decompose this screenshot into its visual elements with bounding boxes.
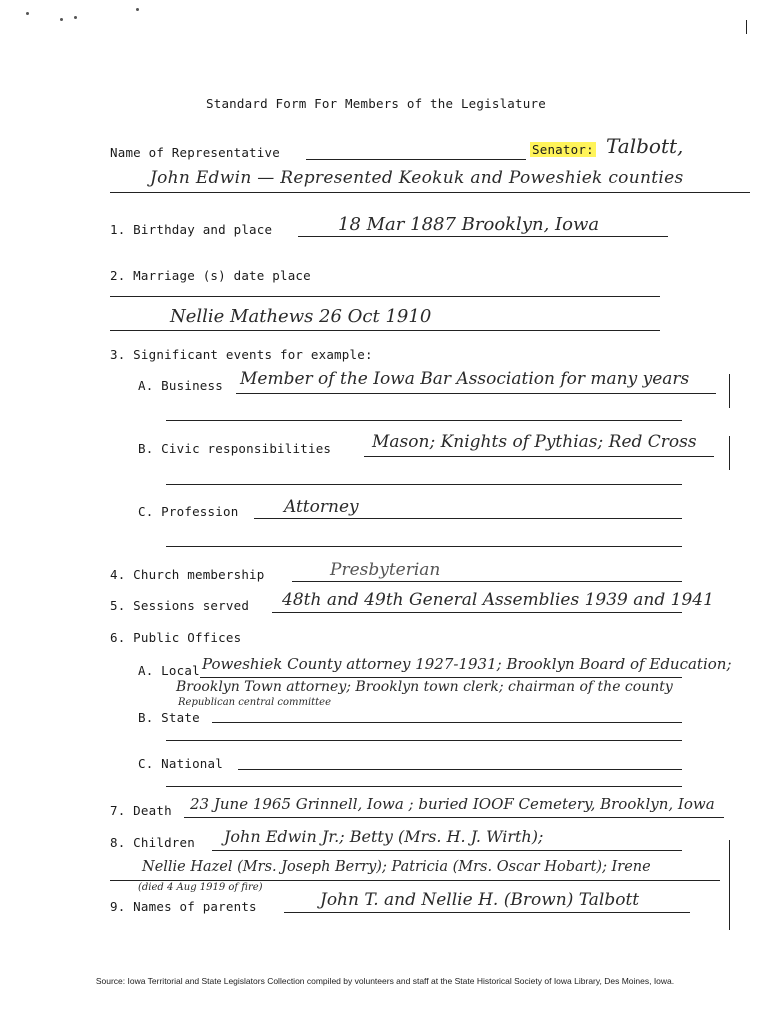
business-value: Member of the Iowa Bar Association for many years (240, 369, 690, 389)
state-underline-2 (166, 740, 682, 741)
name-line2-underline (110, 192, 750, 193)
events-label: 3. Significant events for example: (110, 347, 373, 362)
children-value-3: (died 4 Aug 1919 of fire) (138, 882, 263, 893)
business-label: A. Business (138, 378, 223, 393)
marriage-label: 2. Marriage (s) date place (110, 268, 311, 283)
offices-label: 6. Public Offices (110, 630, 242, 645)
children-value-1: John Edwin Jr.; Betty (Mrs. H. J. Wirth); (224, 827, 544, 846)
local-value-3: Republican central committee (178, 697, 332, 708)
name-underline (306, 159, 526, 160)
sessions-underline (272, 612, 682, 613)
state-label: B. State (138, 710, 200, 725)
marriage-underline-2 (110, 330, 660, 331)
civic-margin-mark (729, 436, 730, 470)
profession-underline-1 (254, 518, 682, 519)
state-underline-1 (212, 722, 682, 723)
children-underline-2 (110, 880, 720, 881)
children-underline-1 (212, 850, 682, 851)
source-caption: Source: Iowa Territorial and State Legislators Collection compiled by volunteers and staff at the State Historical Society of Iowa Library, Des Moines, Iowa. (95, 976, 675, 986)
civic-underline-1 (364, 456, 714, 457)
scan-speck (60, 18, 63, 21)
marriage-underline-1 (110, 296, 660, 297)
sessions-label: 5. Sessions served (110, 598, 250, 613)
scan-mark (746, 20, 747, 34)
local-underline (200, 677, 682, 678)
form-title: Standard Form For Members of the Legislature (206, 96, 546, 111)
civic-label: B. Civic responsibilities (138, 441, 332, 456)
church-label: 4. Church membership (110, 567, 265, 582)
children-margin-mark (729, 840, 730, 930)
local-value-2: Brooklyn Town attorney; Brooklyn town clerk; chairman of the county (176, 679, 673, 695)
scan-speck (74, 16, 77, 19)
business-margin-mark (729, 374, 730, 408)
birthday-underline (298, 236, 668, 237)
national-label: C. National (138, 756, 223, 771)
children-value-2: Nellie Hazel (Mrs. Joseph Berry); Patricia (Mrs. Oscar Hobart); Irene (142, 859, 651, 875)
church-underline (292, 581, 682, 582)
death-label: 7. Death (110, 803, 172, 818)
profession-underline-2 (166, 546, 682, 547)
civic-underline-2 (166, 484, 682, 485)
parents-underline (284, 912, 690, 913)
profession-value: Attorney (284, 497, 359, 517)
death-value: 23 June 1965 Grinnell, Iowa ; buried IOOF Cemetery, Brooklyn, Iowa (190, 795, 715, 813)
business-underline-1 (236, 393, 716, 394)
name-surname-value: Talbott, (606, 134, 684, 158)
parents-value: John T. and Nellie H. (Brown) Talbott (320, 890, 640, 910)
civic-value: Mason; Knights of Pythias; Red Cross (372, 432, 697, 452)
business-underline-2 (166, 420, 682, 421)
name-line2-value: John Edwin — Represented Keokuk and Poweshiek counties (150, 168, 684, 188)
scan-speck (26, 12, 29, 15)
church-value: Presbyterian (330, 560, 441, 580)
local-value-1: Poweshiek County attorney 1927-1931; Brooklyn Board of Education; (202, 655, 732, 673)
national-underline-1 (238, 769, 682, 770)
senator-label: Senator: (532, 142, 594, 157)
local-label: A. Local (138, 663, 200, 678)
children-label: 8. Children (110, 835, 195, 850)
scan-speck (136, 8, 139, 11)
sessions-value: 48th and 49th General Assemblies 1939 and 1941 (282, 590, 714, 610)
death-underline (184, 817, 724, 818)
parents-label: 9. Names of parents (110, 899, 257, 914)
profession-label: C. Profession (138, 504, 239, 519)
birthday-label: 1. Birthday and place (110, 222, 273, 237)
birthday-value: 18 Mar 1887 Brooklyn, Iowa (338, 214, 600, 235)
marriage-value: Nellie Mathews 26 Oct 1910 (170, 306, 432, 327)
national-underline-2 (166, 786, 682, 787)
name-label: Name of Representative (110, 145, 280, 160)
